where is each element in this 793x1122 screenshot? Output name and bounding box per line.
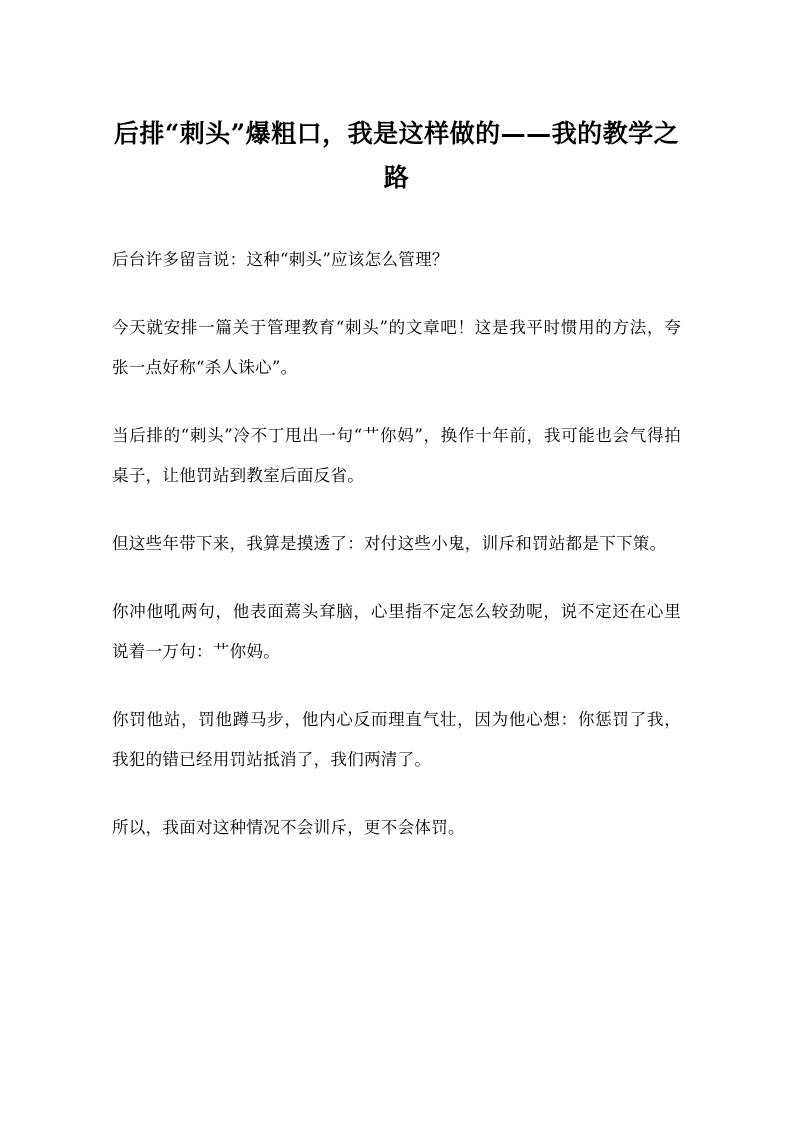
paragraph-5: 你冲他吼两句，他表面蔫头耷脑，心里指不定怎么较劲呢，说不定还在心里说着一万句：艹你妈。 xyxy=(112,602,681,661)
paragraph-4: 但这些年带下来，我算是摸透了：对付这些小鬼，训斥和罚站都是下下策。 xyxy=(112,534,667,553)
paragraph-1: 后台许多留言说：这种“刺头”应该怎么管理？ xyxy=(112,250,449,269)
paragraph-6: 你罚他站，罚他蹲马步，他内心反而理直气壮，因为他心想：你惩罚了我，我犯的错已经用罚站抵消了，我们两清了。 xyxy=(112,710,681,769)
paragraph-3: 当后排的“刺头”冷不丁甩出一句“艹你妈”，换作十年前，我可能也会气得拍桌子，让他罚站到教室后面反省。 xyxy=(112,426,681,485)
paragraph-2: 今天就安排一篇关于管理教育“刺头”的文章吧！这是我平时惯用的方法，夸张一点好称“杀人诛心”。 xyxy=(112,318,681,377)
paragraph-7: 所以，我面对这种情况不会训斥，更不会体罚。 xyxy=(112,818,465,837)
page-title: 后排“刺头”爆粗口，我是这样做的——我的教学之路 xyxy=(113,119,680,192)
